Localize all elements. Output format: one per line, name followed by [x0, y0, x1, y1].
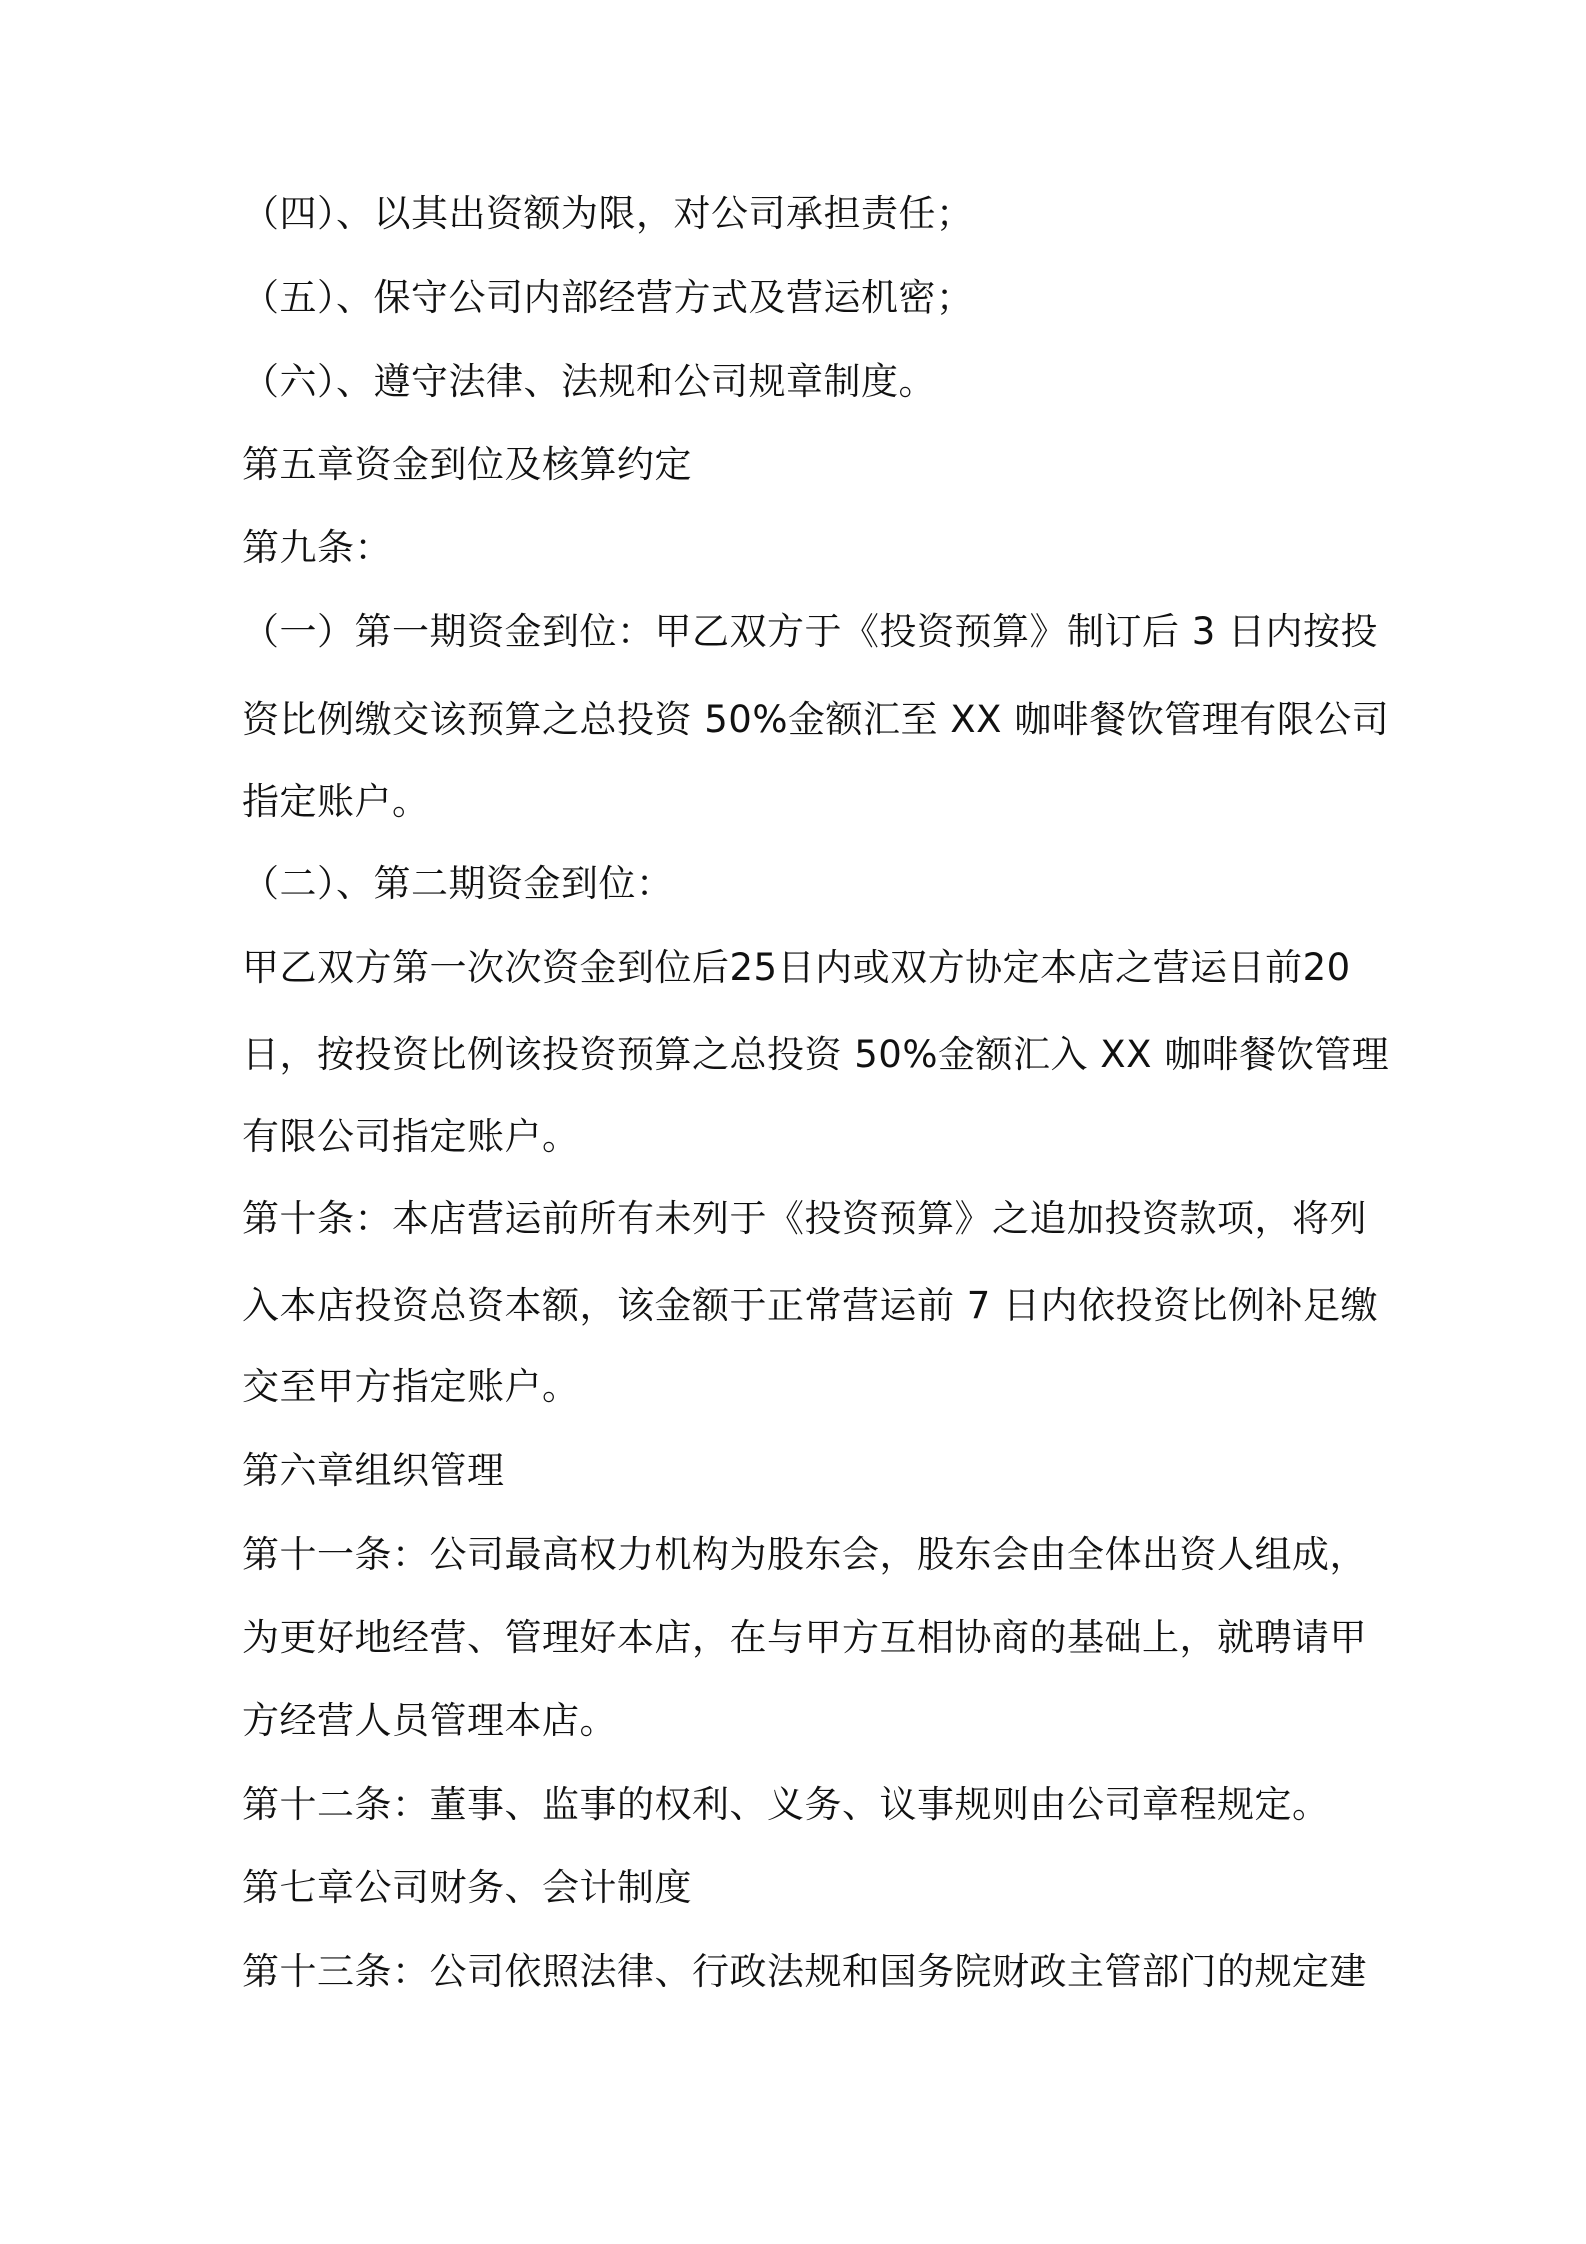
clause-item-4: （四）、以其出资额为限，对公司承担责任；	[242, 192, 974, 235]
article-heading-9: 第九条：	[242, 526, 392, 569]
paragraph-line: 方经营人员管理本店。	[242, 1699, 617, 1742]
paragraph-line: 指定账户。	[242, 780, 430, 823]
chapter-heading-5: 第五章资金到位及核算约定	[242, 443, 692, 486]
paragraph-line: 甲乙双方第一次次资金到位后25日内或双方协定本店之营运日前20	[242, 946, 1351, 989]
article-10-line: 第十条：本店营运前所有未列于《投资预算》之追加投资款项，将列	[242, 1197, 1367, 1240]
paragraph-line: 有限公司指定账户。	[242, 1115, 580, 1158]
paragraph-line: （一）第一期资金到位：甲乙双方于《投资预算》制订后 3 日内按投	[242, 610, 1379, 653]
article-13-line: 第十三条：公司依照法律、行政法规和国务院财政主管部门的规定建	[242, 1950, 1367, 1993]
paragraph-line: 交至甲方指定账户。	[242, 1365, 580, 1408]
chapter-heading-7: 第七章公司财务、会计制度	[242, 1866, 692, 1909]
paragraph-line: 日，按投资比例该投资预算之总投资 50%金额汇入 XX 咖啡餐饮管理	[242, 1033, 1390, 1076]
article-12-line: 第十二条：董事、监事的权利、义务、议事规则由公司章程规定。	[242, 1783, 1330, 1826]
paragraph-line: 入本店投资总资本额，该金额于正常营运前 7 日内依投资比例补足缴	[242, 1284, 1379, 1327]
clause-item-6: （六）、遵守法律、法规和公司规章制度。	[242, 360, 936, 403]
paragraph-line: 资比例缴交该预算之总投资 50%金额汇至 XX 咖啡餐饮管理有限公司	[242, 698, 1390, 741]
subclause-heading: （二）、第二期资金到位：	[242, 862, 674, 905]
paragraph-line: 为更好地经营、管理好本店，在与甲方互相协商的基础上，就聘请甲	[242, 1616, 1367, 1659]
article-11-line: 第十一条：公司最高权力机构为股东会，股东会由全体出资人组成，	[242, 1533, 1367, 1576]
chapter-heading-6: 第六章组织管理	[242, 1449, 505, 1492]
clause-item-5: （五）、保守公司内部经营方式及营运机密；	[242, 276, 974, 319]
